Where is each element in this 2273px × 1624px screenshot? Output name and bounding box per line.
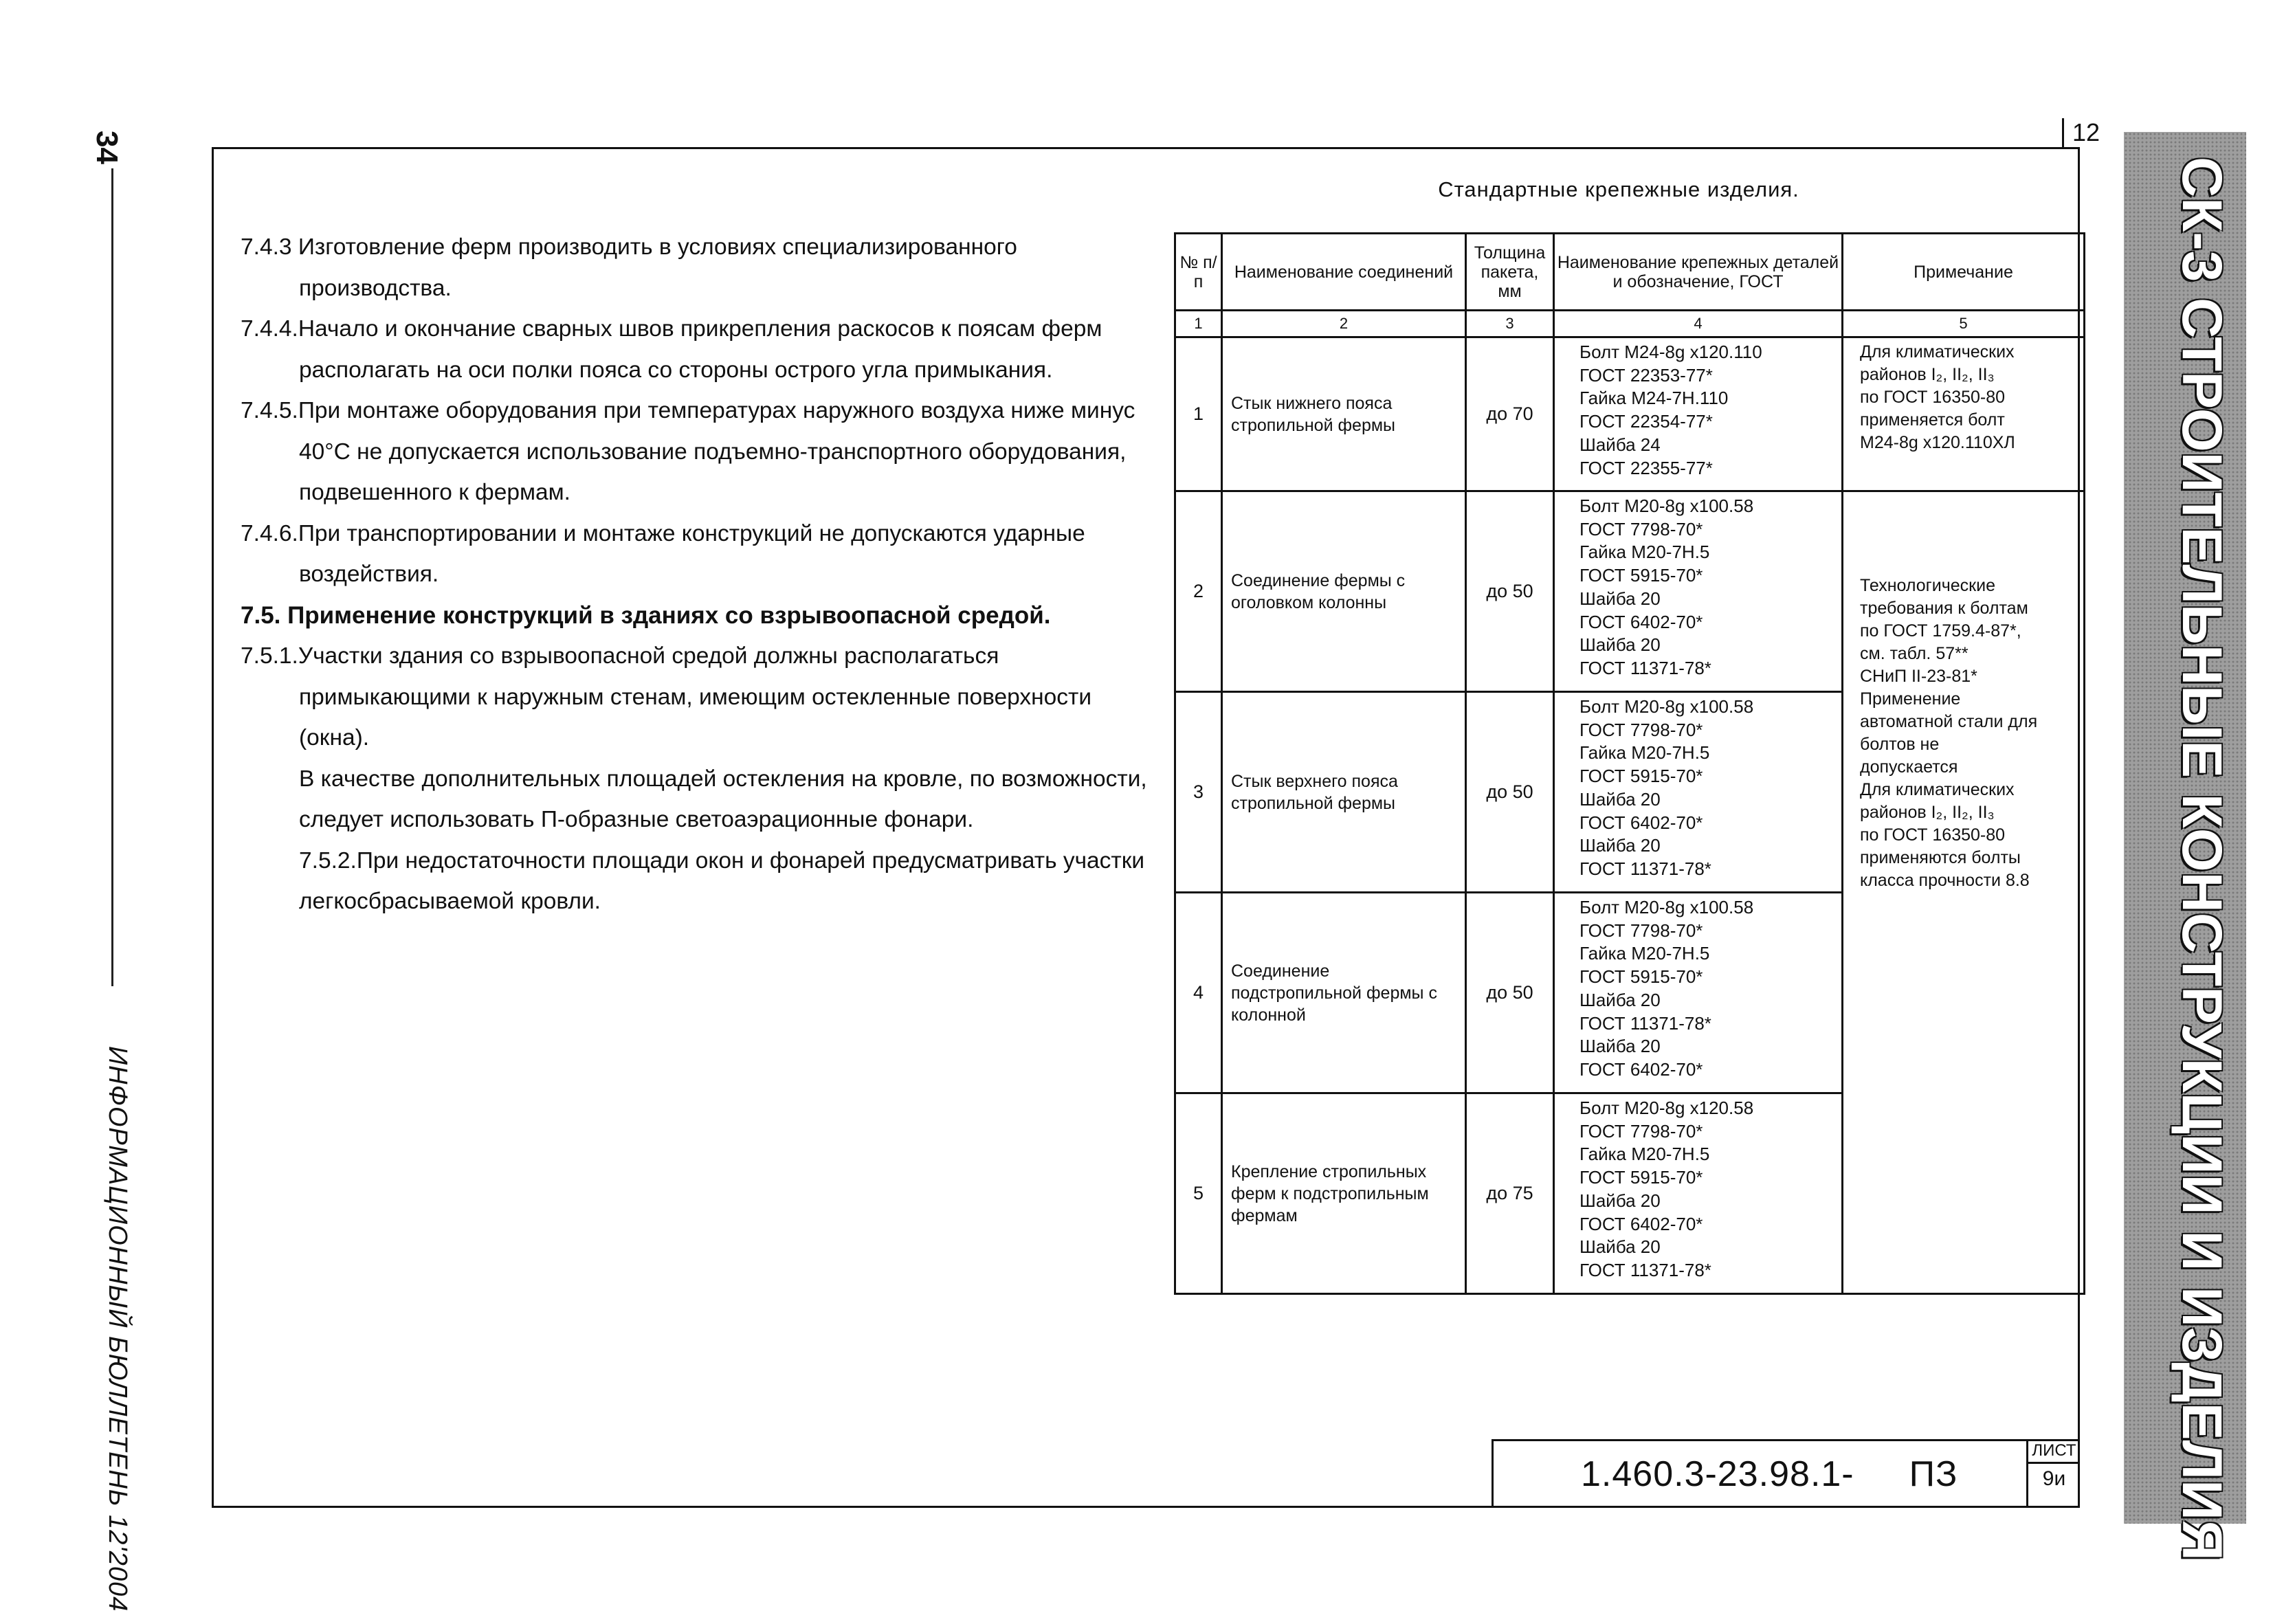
table-caption: Стандартные крепежные изделия.: [1438, 177, 1799, 201]
text-line: располагать на оси полки пояса со стороны острого угла примыкания.: [299, 357, 1053, 383]
package-thickness: до 75: [1466, 1093, 1554, 1294]
col-number: 4: [1554, 311, 1843, 337]
fastener-detail-line: Шайба 20: [1579, 788, 1661, 810]
fastener-detail-line: Шайба 20: [1579, 989, 1661, 1010]
text-line: подвешенного к фермам.: [299, 480, 570, 505]
note-line: автоматной стали для: [1860, 712, 2038, 731]
fastener-detail-line: ГОСТ 7798-70*: [1579, 920, 1703, 941]
fastener-detail-line: Гайка М20-7Н.5: [1579, 1144, 1710, 1165]
header-name: Наименование соединений: [1222, 234, 1466, 311]
fastener-detail-line: Шайба 20: [1579, 588, 1661, 609]
note-line: СНиП II-23-81*: [1860, 667, 1977, 686]
fastener-detail-line: Шайба 20: [1579, 1036, 1661, 1057]
fastener-detail-line: ГОСТ 6402-70*: [1579, 1058, 1703, 1080]
package-thickness: до 50: [1466, 491, 1554, 692]
fastener-details: [1554, 491, 1843, 692]
connection-name: Стык нижнего пояса стропильной фермы: [1222, 337, 1466, 491]
row-number: 2: [1175, 491, 1222, 692]
row-number: 1: [1175, 337, 1222, 491]
fastener-detail-line: ГОСТ 11371-78*: [1579, 1012, 1711, 1034]
fastener-detail-line: ГОСТ 6402-70*: [1579, 1213, 1703, 1234]
text-line: легкосбрасываемой кровли.: [299, 889, 601, 914]
package-thickness: до 70: [1466, 337, 1554, 491]
fastener-detail-line: Гайка М20-7Н.5: [1579, 742, 1710, 764]
fasteners-table: [1174, 232, 2085, 1295]
text-line: (окна).: [299, 725, 370, 750]
sheet-corner-number: 12: [2072, 118, 2100, 146]
note-line: см. табл. 57**: [1860, 644, 1969, 663]
note-line: Для климатических: [1860, 342, 2015, 361]
note-line: требования к болтам: [1860, 599, 2028, 618]
fastener-detail-line: Болт М24-8g x120.110: [1579, 342, 1762, 362]
connection-name: Стык верхнего пояса стропильной фермы: [1222, 692, 1466, 893]
document-code-suffix: ПЗ: [1909, 1454, 1958, 1494]
header-details: Наименование крепежных деталей и обозначение, ГОСТ: [1554, 234, 1843, 311]
note-line: применяются болты: [1860, 848, 2021, 867]
fastener-detail-line: Болт М20-8g x120.58: [1579, 1098, 1754, 1118]
sheet-value: 9и: [2042, 1467, 2066, 1490]
fastener-detail-line: ГОСТ 5915-70*: [1579, 1167, 1703, 1188]
text-line: В качестве дополнительных площадей остекления на кровле, по возможности,: [299, 766, 1147, 792]
row-number: 5: [1175, 1093, 1222, 1294]
package-thickness: до 50: [1466, 692, 1554, 893]
text-line: 7.4.6.При транспортировании и монтаже конструкций не допускаются ударные: [241, 520, 1085, 546]
fastener-detail-line: ГОСТ 5915-70*: [1579, 565, 1703, 586]
body-text: [241, 227, 1155, 922]
fastener-detail-line: Шайба 24: [1579, 434, 1661, 455]
col-number: 5: [1843, 311, 2085, 337]
text-line: 7.5.2.При недостаточности площади окон и фонарей предусматривать участки: [299, 847, 1145, 874]
fastener-detail-line: ГОСТ 7798-70*: [1579, 1120, 1703, 1142]
fastener-detail-line: Болт М20-8g x100.58: [1579, 897, 1754, 917]
note-line: по ГОСТ 16350-80: [1860, 825, 2006, 845]
row-number: 4: [1175, 893, 1222, 1093]
text-line: 7.4.4.Начало и окончание сварных швов прикрепления раскосов к поясам ферм: [241, 316, 1102, 342]
fastener-detail-line: ГОСТ 7798-70*: [1579, 518, 1703, 540]
note-row-1: [1843, 337, 2085, 491]
fastener-detail-line: Болт М20-8g x100.58: [1579, 696, 1754, 717]
package-thickness: до 50: [1466, 893, 1554, 1093]
document-code: [1581, 1454, 1958, 1495]
note-line: Технологические: [1860, 576, 1995, 595]
note-line: класса прочности 8.8: [1860, 871, 2030, 890]
text-line: примыкающими к наружным стенам, имеющим остекленные поверхности: [299, 684, 1092, 710]
fastener-details: [1554, 893, 1843, 1093]
document-code-number: 1.460.3-23.98.1-: [1581, 1454, 1854, 1494]
header-no: № п/п: [1175, 234, 1222, 311]
note-line: М24-8g x120.110ХЛ: [1860, 433, 2015, 452]
note-line: по ГОСТ 16350-80: [1860, 388, 2006, 407]
fastener-detail-line: ГОСТ 5915-70*: [1579, 966, 1703, 988]
fastener-details: [1554, 337, 1843, 491]
col-number: 2: [1222, 311, 1466, 337]
fastener-detail-line: Гайка М24-7Н.110: [1579, 388, 1729, 409]
margin-rule: [111, 168, 113, 986]
text-line: следует использовать П-образные светоаэрационные фонари.: [299, 807, 974, 832]
connection-name: Крепление стропильных ферм к подстропильным фермам: [1222, 1093, 1466, 1294]
sheet-label: ЛИСТ: [2028, 1441, 2080, 1464]
fastener-detail-line: ГОСТ 11371-78*: [1579, 657, 1711, 678]
table-row: [1175, 491, 2085, 692]
fastener-detail-line: ГОСТ 11371-78*: [1579, 858, 1711, 879]
fastener-detail-line: Гайка М20-7Н.5: [1579, 943, 1710, 964]
section-heading: 7.5. Применение конструкций в зданиях со взрывоопасной средой.: [241, 601, 1051, 629]
note-rows-2-5: [1843, 491, 2085, 1294]
note-line: по ГОСТ 1759.4-87*,: [1860, 621, 2021, 641]
fasteners-table-wrap: [1174, 232, 2085, 1295]
text-line: производства.: [299, 275, 452, 301]
fastener-detail-line: Гайка М20-7Н.5: [1579, 542, 1710, 563]
fastener-detail-line: ГОСТ 6402-70*: [1579, 611, 1703, 632]
fastener-detail-line: ГОСТ 11371-78*: [1579, 1259, 1711, 1280]
text-line: 7.5.1.Участки здания со взрывоопасной средой должны располагаться: [241, 643, 999, 669]
fastener-detail-line: Шайба 20: [1579, 634, 1661, 656]
text-line: 7.4.5.При монтаже оборудования при температурах наружного воздуха ниже минус: [241, 398, 1135, 423]
sheet-box: [2026, 1439, 2080, 1506]
note-line: Применение: [1860, 689, 1961, 709]
fastener-detail-line: ГОСТ 22354-77*: [1579, 411, 1713, 432]
sheet-corner: [2062, 118, 2103, 147]
row-number: 3: [1175, 692, 1222, 893]
fastener-detail-line: Шайба 20: [1579, 835, 1661, 856]
bulletin-title: ИНФОРМАЦИОННЫЙ БЮЛЛЕТЕНЬ 12'2004: [103, 1046, 132, 1612]
header-note: Примечание: [1843, 234, 2085, 311]
fastener-detail-line: Шайба 20: [1579, 1190, 1661, 1211]
col-number: 3: [1466, 311, 1554, 337]
connection-name: Соединение фермы с оголовком колонны: [1222, 491, 1466, 692]
text-line: воздействия.: [299, 561, 439, 587]
note-line: районов I₂, II₂, II₃: [1860, 803, 1995, 822]
fastener-detail-line: ГОСТ 22355-77*: [1579, 457, 1713, 478]
fastener-detail-line: ГОСТ 6402-70*: [1579, 812, 1703, 833]
text-line: 40°С не допускается использование подъемно-транспортного оборудования,: [299, 438, 1127, 465]
fastener-detail-line: ГОСТ 7798-70*: [1579, 719, 1703, 740]
fastener-detail-line: ГОСТ 22353-77*: [1579, 364, 1713, 386]
note-line: районов I₂, II₂, II₃: [1860, 365, 1995, 384]
fastener-details: [1554, 692, 1843, 893]
fastener-detail-line: Болт М20-8g x100.58: [1579, 496, 1754, 516]
col-number: 1: [1175, 311, 1222, 337]
fastener-details: [1554, 1093, 1843, 1294]
header-thickness: Толщина пакета, мм: [1466, 234, 1554, 311]
note-line: болтов не: [1860, 735, 1940, 754]
fastener-detail-line: ГОСТ 5915-70*: [1579, 766, 1703, 787]
page-number: 34: [90, 131, 124, 164]
fastener-detail-line: Шайба 20: [1579, 1236, 1661, 1258]
note-line: допускается: [1860, 757, 1958, 777]
note-line: применяется болт: [1860, 410, 2005, 430]
side-band-title: СК-3 СТРОИТЕЛЬНЫЕ КОНСТРУКЦИИ И ИЗДЕЛИЯ: [2171, 157, 2233, 1561]
note-line: Для климатических: [1860, 780, 2015, 799]
table-row: [1175, 337, 2085, 491]
text-line: 7.4.3 Изготовление ферм производить в условиях специализированного: [241, 234, 1017, 260]
connection-name: Соединение подстропильной фермы с колонной: [1222, 893, 1466, 1093]
